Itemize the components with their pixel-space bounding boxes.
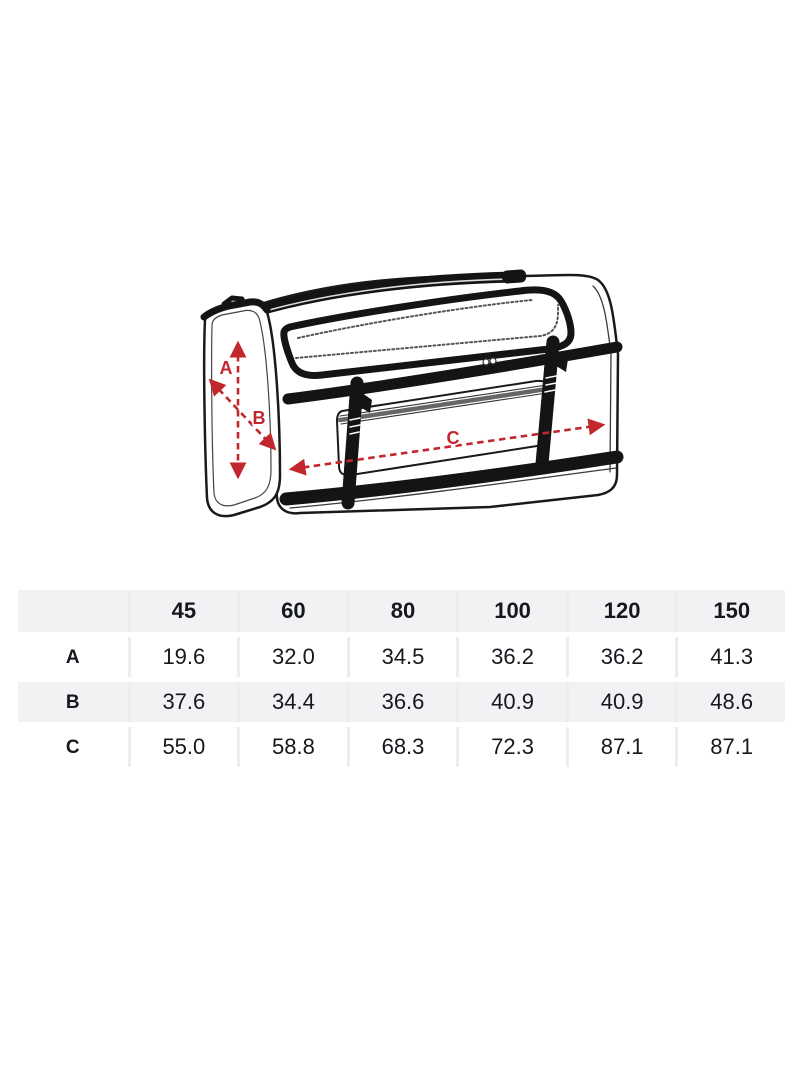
table-cell: 36.2 — [456, 637, 566, 677]
table-cell: 37.6 — [128, 682, 238, 722]
row-label: C — [18, 727, 128, 767]
table-cell: 40.9 — [566, 682, 676, 722]
column-header: 60 — [237, 590, 347, 632]
dim-label-c: C — [446, 428, 460, 448]
duffel-bag-illustration — [204, 269, 618, 516]
handle-wrap — [502, 269, 527, 284]
size-table — [18, 590, 785, 767]
table-cell: 34.5 — [347, 637, 457, 677]
table-cell: 55.0 — [128, 727, 238, 767]
dim-label-a: A — [219, 358, 233, 378]
column-header: 45 — [128, 590, 238, 632]
table-cell: 19.6 — [128, 637, 238, 677]
row-label: A — [18, 637, 128, 677]
table-cell: 87.1 — [566, 727, 676, 767]
table-cell: 41.3 — [675, 637, 785, 677]
column-header: 150 — [675, 590, 785, 632]
product-dimension-diagram — [190, 250, 630, 530]
table-cell: 48.6 — [675, 682, 785, 722]
table-cell: 87.1 — [675, 727, 785, 767]
table-cell: 36.2 — [566, 637, 676, 677]
table-cell: 58.8 — [237, 727, 347, 767]
table-cell: 68.3 — [347, 727, 457, 767]
table-cell: 72.3 — [456, 727, 566, 767]
zipper-pull-icon — [483, 359, 489, 365]
table-corner-cell — [18, 590, 128, 632]
strap-left — [348, 383, 357, 503]
column-header: 100 — [456, 590, 566, 632]
dim-label-b: B — [252, 408, 266, 428]
table-cell: 34.4 — [237, 682, 347, 722]
table-cell: 40.9 — [456, 682, 566, 722]
column-header: 80 — [347, 590, 457, 632]
table-cell: 32.0 — [237, 637, 347, 677]
zipper-pull-icon — [490, 358, 496, 364]
column-header: 120 — [566, 590, 676, 632]
row-label: B — [18, 682, 128, 722]
table-cell: 36.6 — [347, 682, 457, 722]
